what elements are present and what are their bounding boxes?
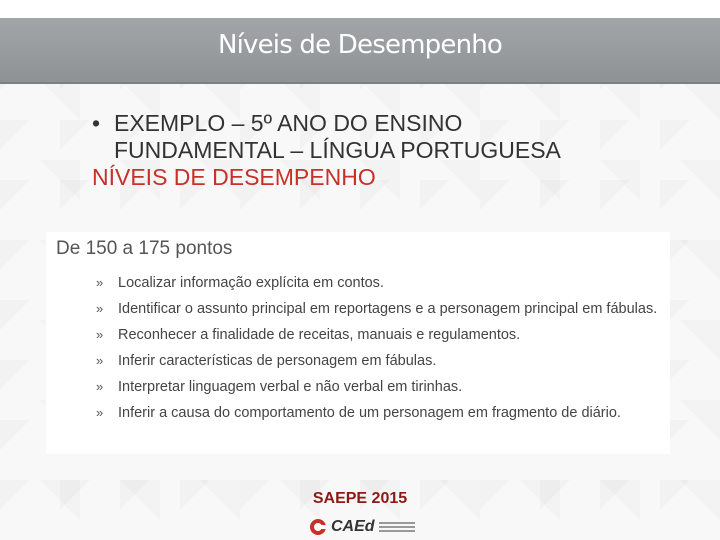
caed-logo <box>309 516 419 538</box>
footer-label: SAEPE 2015 <box>312 490 408 507</box>
descriptor-list <box>96 270 668 426</box>
list-item <box>96 270 668 296</box>
bullet-subheading <box>92 164 692 191</box>
list-item <box>96 348 668 374</box>
list-item <box>96 322 668 348</box>
bullet-line-1 <box>92 110 692 137</box>
chevron-marker-icon: » <box>96 353 104 368</box>
chevron-marker-icon: » <box>96 379 104 394</box>
list-item-text: Identificar o assunto principal em reportagens e a personagem principal em fábulas. <box>118 301 658 317</box>
list-item-text: Reconhecer a finalidade de receitas, manuais e regulamentos. <box>118 327 521 343</box>
list-item-text: Interpretar linguagem verbal e não verbal em tirinhas. <box>118 379 463 395</box>
list-item-text: Inferir características de personagem em fábulas. <box>118 353 437 369</box>
descriptor-panel <box>46 232 670 454</box>
bullet-text-line2: FUNDAMENTAL – LÍNGUA PORTUGUESA <box>114 137 561 163</box>
logo-wordmark: CAEd <box>331 518 375 535</box>
slide-title: Níveis de Desempenho <box>217 30 503 60</box>
list-item <box>96 400 668 426</box>
chevron-marker-icon: » <box>96 301 104 316</box>
bullet-marker: • <box>92 110 101 136</box>
bullet-text-line3: NÍVEIS DE DESEMPENHO <box>92 164 376 190</box>
list-item <box>96 296 668 322</box>
panel-heading: De 150 a 175 pontos <box>56 238 233 259</box>
bullet-text-line1: EXEMPLO – 5º ANO DO ENSINO <box>114 110 463 136</box>
logo-tagline-lines <box>379 520 415 534</box>
top-strip <box>0 0 720 18</box>
chevron-marker-icon: » <box>96 405 104 420</box>
chevron-marker-icon: » <box>96 327 104 342</box>
bullet-block <box>92 110 692 191</box>
bullet-line-2 <box>92 137 692 164</box>
list-item-text: Inferir a causa do comportamento de um personagem em fragmento de diário. <box>118 405 621 421</box>
list-item-text: Localizar informação explícita em contos. <box>118 275 384 291</box>
chevron-marker-icon: » <box>96 275 104 290</box>
caed-emblem-icon <box>309 518 327 536</box>
list-item <box>96 374 668 400</box>
